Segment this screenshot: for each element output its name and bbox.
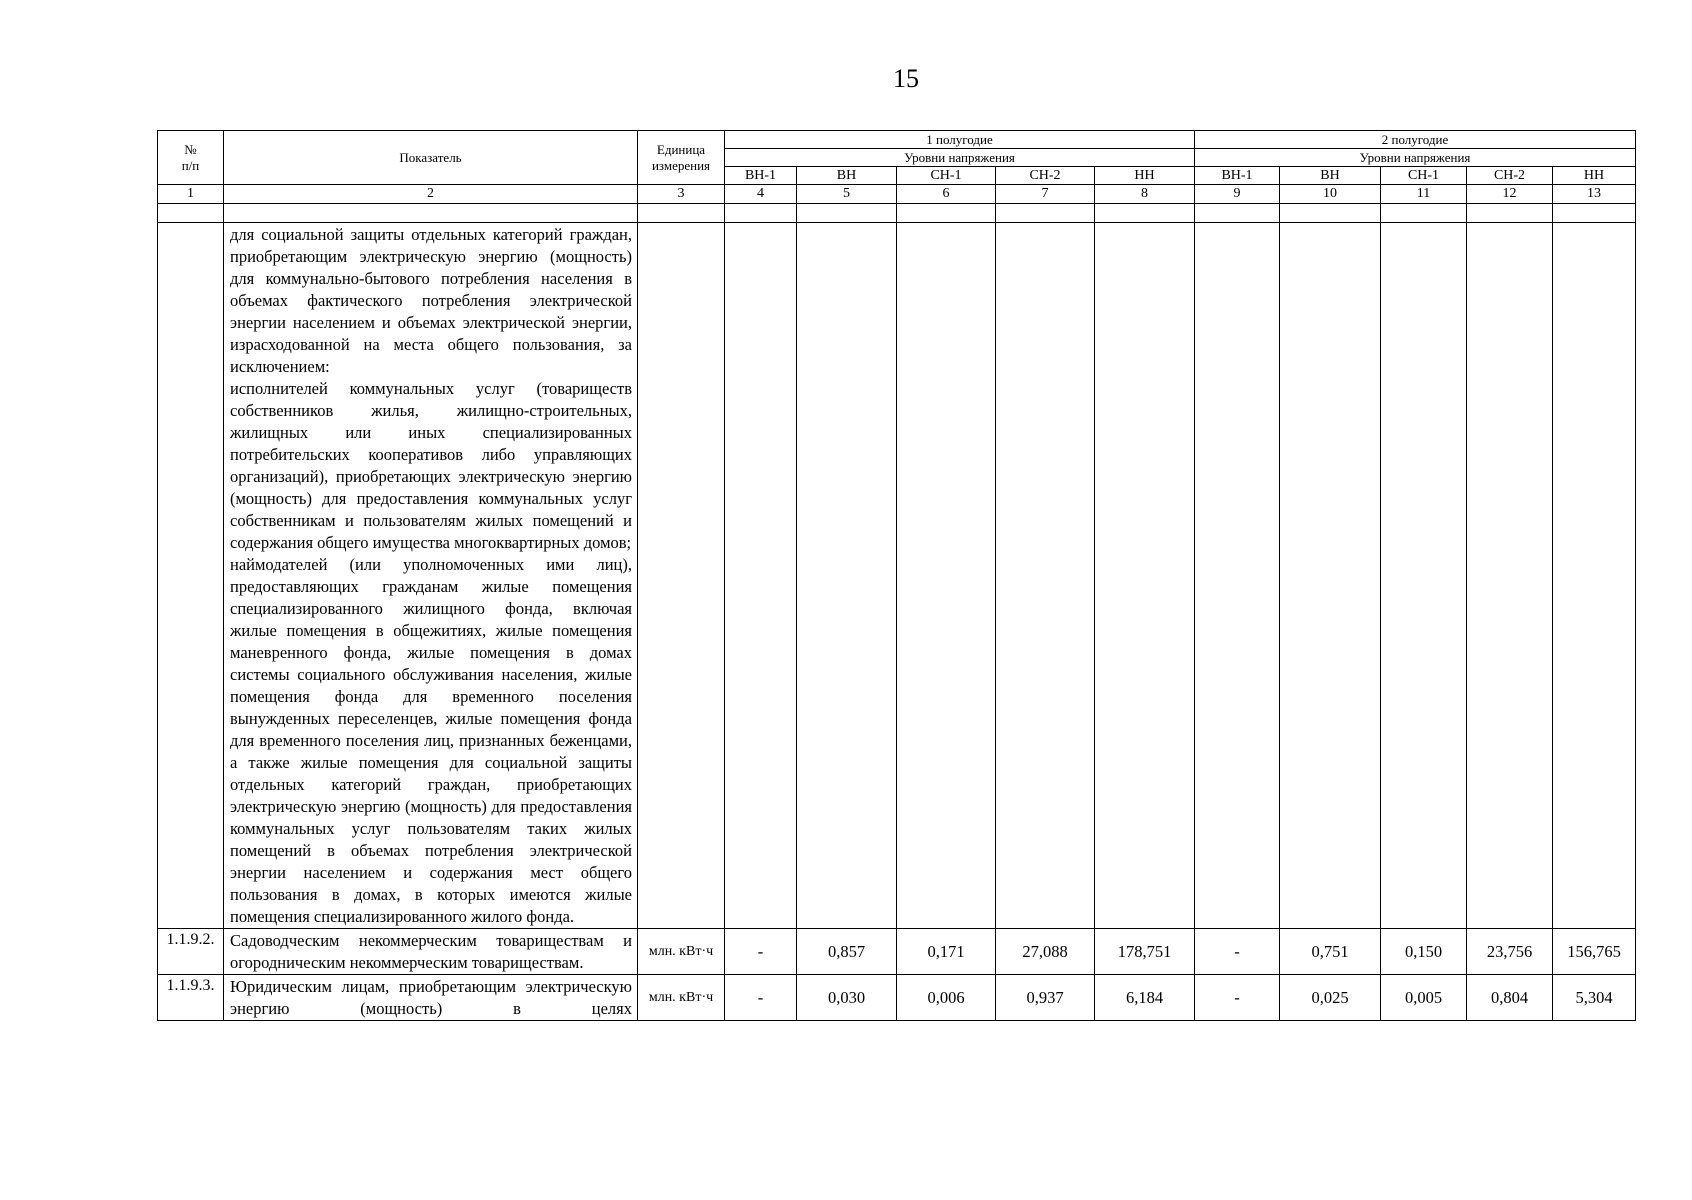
row-value: 6,184 [1095, 975, 1195, 1021]
blank-row [158, 204, 1636, 223]
continuation-paragraph: для социальной защиты отдельных категорий граждан, приобретающим электрическую энергию (мощность) для коммунально-бытового потребления населения в объемах фактического потребления электрической энергии населением и объемах электрической энергии, израсходованной на места общего пользования, за исключением: [230, 225, 632, 376]
row-value: 0,005 [1381, 975, 1467, 1021]
header-level: ВН [797, 167, 897, 185]
continuation-paragraph: исполнителей коммунальных услуг (товариществ собственников жилья, жилищно-строительных, жилищных или иных специализированных потребительских кооперативов либо управляющих организаций), приобретающих электрическую энергию (мощность) для предоставления коммунальных услуг собственникам и пользователям жилых помещений и содержания общего имущества многоквартирных домов; [230, 379, 632, 552]
header-voltage-levels-half2: Уровни напряжения [1195, 149, 1636, 167]
header-half2: 2 полугодие [1195, 131, 1636, 149]
row-value: 0,025 [1280, 975, 1381, 1021]
header-level: ВН-1 [1195, 167, 1280, 185]
row-text: Садоводческим некоммерческим товариществам и огородническим некоммерческим товариществам. [224, 929, 638, 975]
column-number: 2 [224, 185, 638, 204]
tariff-table [157, 130, 1636, 1021]
row-value: 0,030 [797, 975, 897, 1021]
header-half1: 1 полугодие [725, 131, 1195, 149]
row-value: 23,756 [1467, 929, 1553, 975]
header-level: СН-1 [1381, 167, 1467, 185]
row-value: 27,088 [996, 929, 1095, 975]
header-level: СН-2 [1467, 167, 1553, 185]
column-number: 8 [1095, 185, 1195, 204]
header-level: НН [1095, 167, 1195, 185]
row-number: 1.1.9.3. [158, 975, 224, 1021]
column-number: 3 [638, 185, 725, 204]
row-value: - [1195, 975, 1280, 1021]
header-num: № п/п [158, 131, 224, 185]
header-level: НН [1553, 167, 1636, 185]
row-unit: млн. кВт·ч [638, 929, 725, 975]
row-value: 0,751 [1280, 929, 1381, 975]
row-value: 5,304 [1553, 975, 1636, 1021]
row-value: 0,171 [897, 929, 996, 975]
column-number-row [158, 185, 1636, 204]
continuation-text-cell [224, 223, 638, 929]
column-number: 7 [996, 185, 1095, 204]
header-level: ВН-1 [725, 167, 797, 185]
header-unit: Единица измерения [638, 131, 725, 185]
header-voltage-levels-half1: Уровни напряжения [725, 149, 1195, 167]
row-text: Юридическим лицам, приобретающим электрическую энергию (мощность) в целях [224, 975, 638, 1021]
row-number: 1.1.9.2. [158, 929, 224, 975]
column-number: 4 [725, 185, 797, 204]
row-value: - [725, 929, 797, 975]
row-value: - [725, 975, 797, 1021]
continuation-paragraph: наймодателей (или уполномоченных ими лиц), предоставляющих гражданам жилые помещения специализированного жилищного фонда, включая жилые помещения в общежитиях, жилые помещения маневренного фонда, жилые помещения в домах системы социального обслуживания населения, жилые помещения фонда для временного поселения вынужденных переселенцев, жилые помещения фонда для временного поселения лиц, признанных беженцами, а также жилые помещения для социальной защиты отдельных категорий граждан, приобретающих электрическую энергию (мощность) для предоставления коммунальных услуг пользователям таких жилых помещений в объемах потребления электрической энергии населением и содержания мест общего пользования в домах, в которых имеются жилые помещения специализированного жилого фонда. [230, 555, 632, 926]
column-number: 1 [158, 185, 224, 204]
column-number: 11 [1381, 185, 1467, 204]
header-level: СН-2 [996, 167, 1095, 185]
column-number: 5 [797, 185, 897, 204]
row-value: 0,937 [996, 975, 1095, 1021]
continuation-row [158, 223, 1636, 929]
table-row [158, 929, 1636, 975]
row-value: 156,765 [1553, 929, 1636, 975]
column-number: 10 [1280, 185, 1381, 204]
row-value: 0,857 [797, 929, 897, 975]
table-row [158, 975, 1636, 1021]
row-value: - [1195, 929, 1280, 975]
row-value: 0,150 [1381, 929, 1467, 975]
header-indicator: Показатель [224, 131, 638, 185]
row-value: 0,006 [897, 975, 996, 1021]
column-number: 13 [1553, 185, 1636, 204]
row-unit: млн. кВт·ч [638, 975, 725, 1021]
header-level: ВН [1280, 167, 1381, 185]
header-level: СН-1 [897, 167, 996, 185]
row-value: 178,751 [1095, 929, 1195, 975]
column-number: 12 [1467, 185, 1553, 204]
page-number: 15 [893, 64, 919, 93]
column-number: 6 [897, 185, 996, 204]
row-value: 0,804 [1467, 975, 1553, 1021]
column-number: 9 [1195, 185, 1280, 204]
